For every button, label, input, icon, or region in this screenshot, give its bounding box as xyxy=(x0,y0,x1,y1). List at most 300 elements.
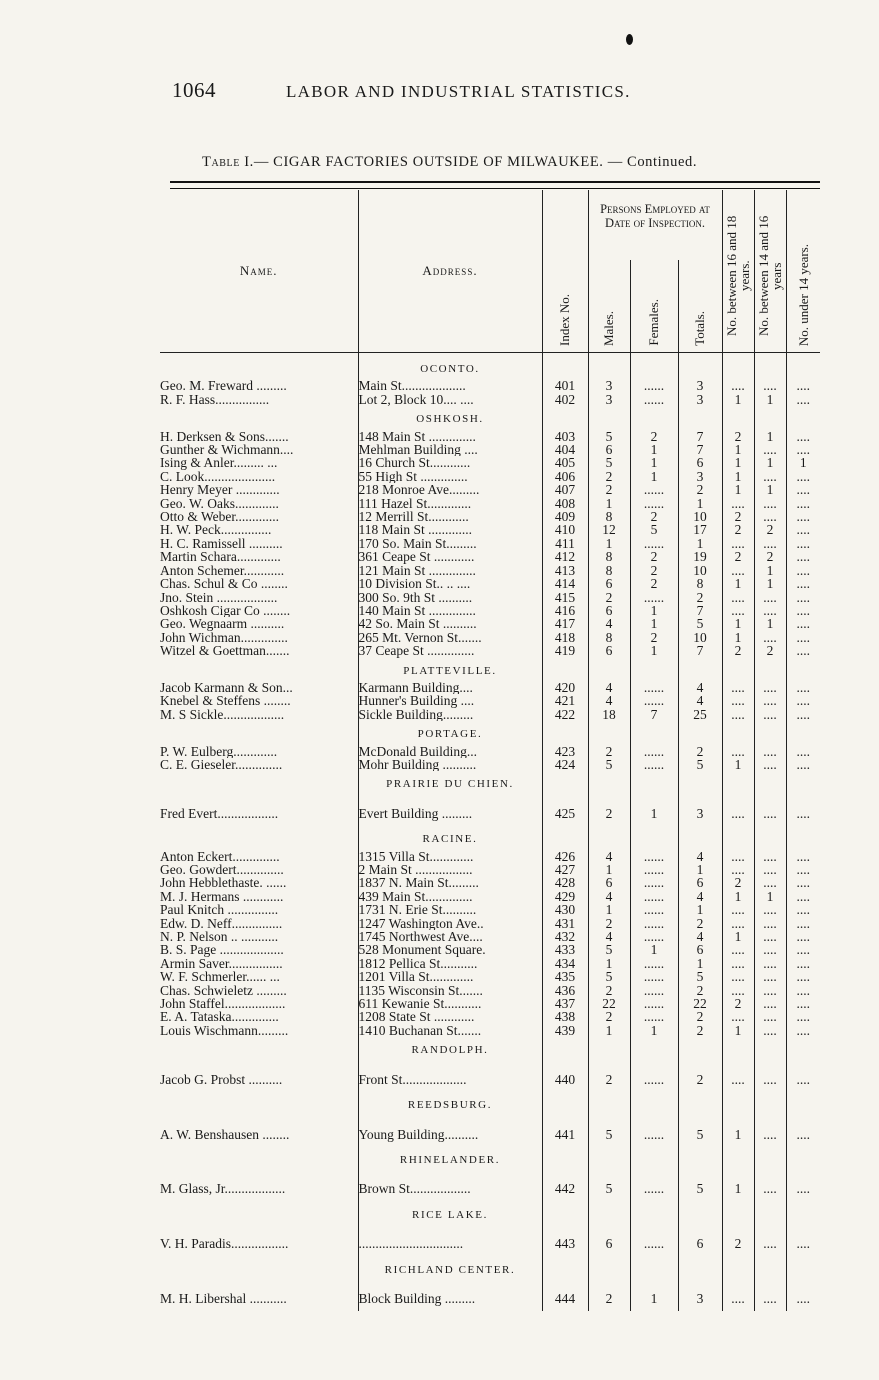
table-row xyxy=(160,984,820,997)
table-row xyxy=(160,1170,820,1201)
age-16-18-count: .... xyxy=(722,850,754,863)
factory-name: W. F. Schmerler...... ... xyxy=(160,970,358,983)
totals-count: 6 xyxy=(678,1225,722,1256)
totals-count: 3 xyxy=(678,470,722,483)
age-16-18-count: 1 xyxy=(722,1170,754,1201)
age-14-16-count: .... xyxy=(754,708,786,721)
factory-address: Young Building.......... xyxy=(358,1116,542,1147)
index-number: 415 xyxy=(542,591,588,604)
table-row xyxy=(160,456,820,469)
age-under-14-count: .... xyxy=(796,757,811,772)
age-16-18-count: 1 xyxy=(722,483,754,496)
table-row xyxy=(160,430,820,443)
age-16-18-count: .... xyxy=(722,591,754,604)
table-row xyxy=(160,917,820,930)
age-16-18-count: 1 xyxy=(722,758,754,771)
females-count: ...... xyxy=(630,997,678,1010)
totals-count: 2 xyxy=(678,1024,722,1037)
age-16-18-count: 2 xyxy=(722,523,754,536)
factory-name: Ising & Anler......... ... xyxy=(160,456,358,469)
section-heading: REEDSBURG. xyxy=(358,1092,542,1115)
females-count: 7 xyxy=(630,708,678,721)
factory-address: 1135 Wisconsin St....... xyxy=(358,984,542,997)
age-14-16-count: 2 xyxy=(754,523,786,536)
age-16-18-count: .... xyxy=(722,795,754,826)
females-count: ...... xyxy=(630,876,678,889)
index-number: 411 xyxy=(542,537,588,550)
factory-address: 118 Main St ............. xyxy=(358,523,542,536)
age-14-16-count: .... xyxy=(754,758,786,771)
totals-count: 2 xyxy=(678,1010,722,1023)
factory-address: 1208 State St ............ xyxy=(358,1010,542,1023)
running-title: LABOR AND INDUSTRIAL STATISTICS. xyxy=(286,82,631,101)
index-number: 404 xyxy=(542,443,588,456)
females-count: 1 xyxy=(630,644,678,657)
factory-name: Geo. Wegnaarm .......... xyxy=(160,617,358,630)
section-row xyxy=(160,1092,820,1115)
females-count: ...... xyxy=(630,1061,678,1092)
females-count: ...... xyxy=(630,930,678,943)
factory-address: 140 Main St .............. xyxy=(358,604,542,617)
totals-count: 5 xyxy=(678,970,722,983)
females-count: ...... xyxy=(630,957,678,970)
factory-address: 10 Division St.. .. .... xyxy=(358,577,542,590)
factory-name: A. W. Benshausen ........ xyxy=(160,1116,358,1147)
table-label: Table I. xyxy=(202,154,254,170)
table-row xyxy=(160,510,820,523)
factory-address: Evert Building ......... xyxy=(358,795,542,826)
factory-name: C. E. Gieseler.............. xyxy=(160,758,358,771)
females-count: ...... xyxy=(630,850,678,863)
age-14-16-count: .... xyxy=(754,876,786,889)
age-under-14-count: .... xyxy=(796,536,811,551)
males-count: 1 xyxy=(588,1024,630,1037)
age-16-18-count: .... xyxy=(722,957,754,970)
age-under-14-count: .... xyxy=(796,617,811,631)
males-count: 3 xyxy=(588,379,630,392)
females-count: ...... xyxy=(630,1170,678,1201)
age-16-18-count: 1 xyxy=(722,470,754,483)
age-16-18-count: .... xyxy=(722,1010,754,1023)
age-16-18-count: .... xyxy=(722,903,754,916)
females-count: ...... xyxy=(630,863,678,876)
age-under-14-count: .... xyxy=(796,863,811,877)
males-count: 4 xyxy=(588,617,630,630)
age-14-16-count: .... xyxy=(754,497,786,510)
section-row xyxy=(160,1037,820,1060)
totals-count: 5 xyxy=(678,1170,722,1201)
age-16-18-count: 2 xyxy=(722,430,754,443)
age-16-18-count: .... xyxy=(722,863,754,876)
factory-address: Mehlman Building .... xyxy=(358,443,542,456)
age-14-16-count: 1 xyxy=(754,564,786,577)
males-count: 2 xyxy=(588,917,630,930)
index-number: 421 xyxy=(542,694,588,707)
factory-address: 16 Church St............ xyxy=(358,456,542,469)
age-14-16-count: .... xyxy=(754,537,786,550)
factory-address: 1812 Pellica St........... xyxy=(358,957,542,970)
factory-name: P. W. Eulberg............. xyxy=(160,745,358,758)
age-under-14-count: .... xyxy=(796,590,811,604)
table-body xyxy=(160,353,820,1312)
section-row xyxy=(160,1147,820,1170)
factory-address: 121 Main St .............. xyxy=(358,564,542,577)
totals-count: 4 xyxy=(678,681,722,694)
age-under-14-count: .... xyxy=(796,630,811,645)
factory-name: Jacob Karmann & Son... xyxy=(160,681,358,694)
females-count: ...... xyxy=(630,483,678,496)
factory-address: Brown St.................. xyxy=(358,1170,542,1201)
males-count: 6 xyxy=(588,1225,630,1256)
males-count: 4 xyxy=(588,850,630,863)
age-under-14-count: .... xyxy=(796,983,811,998)
age-under-14-count: .... xyxy=(796,744,811,758)
index-number: 429 xyxy=(542,890,588,903)
index-number: 406 xyxy=(542,470,588,483)
age-16-18-count: 1 xyxy=(722,890,754,903)
index-number: 420 xyxy=(542,681,588,694)
males-count: 4 xyxy=(588,694,630,707)
age-14-16-count: .... xyxy=(754,943,786,956)
factory-name: C. Look..................... xyxy=(160,470,358,483)
totals-count: 3 xyxy=(678,379,722,392)
males-count: 6 xyxy=(588,604,630,617)
females-count: ...... xyxy=(630,681,678,694)
totals-count: 2 xyxy=(678,483,722,496)
totals-count: 2 xyxy=(678,745,722,758)
table-row xyxy=(160,957,820,970)
factory-name: N. P. Nelson .. ........... xyxy=(160,930,358,943)
index-number: 440 xyxy=(542,1061,588,1092)
factory-name: Knebel & Steffens ........ xyxy=(160,694,358,707)
table-row xyxy=(160,1225,820,1256)
factory-address: 439 Main St.............. xyxy=(358,890,542,903)
males-count: 2 xyxy=(588,1061,630,1092)
totals-count: 2 xyxy=(678,1061,722,1092)
age-16-18-count: 1 xyxy=(722,577,754,590)
index-number: 436 xyxy=(542,984,588,997)
males-count: 2 xyxy=(588,984,630,997)
table-row xyxy=(160,694,820,707)
factory-address: 1410 Buchanan St....... xyxy=(358,1024,542,1037)
females-count: 2 xyxy=(630,631,678,644)
table-row xyxy=(160,443,820,456)
age-under-14-count: .... xyxy=(796,1181,811,1197)
factory-name: Jacob G. Probst .......... xyxy=(160,1061,358,1092)
table-row xyxy=(160,497,820,510)
age-under-14-count: .... xyxy=(796,997,811,1011)
age-under-14-count: .... xyxy=(796,849,811,863)
males-count: 6 xyxy=(588,644,630,657)
factory-address: 55 High St .............. xyxy=(358,470,542,483)
age-16-18-count: .... xyxy=(722,970,754,983)
factory-name: H. Derksen & Sons....... xyxy=(160,430,358,443)
factory-address: Karmann Building.... xyxy=(358,681,542,694)
age-14-16-count: 1 xyxy=(754,890,786,903)
section-row xyxy=(160,1202,820,1225)
age-under-14-count: .... xyxy=(796,429,811,444)
index-number: 413 xyxy=(542,564,588,577)
factory-address: ............................... xyxy=(358,1225,542,1256)
index-number: 434 xyxy=(542,957,588,970)
age-16-18-count: .... xyxy=(722,604,754,617)
age-14-16-count: .... xyxy=(754,1225,786,1256)
table-row xyxy=(160,577,820,590)
females-count: 1 xyxy=(630,456,678,469)
age-14-16-count: .... xyxy=(754,917,786,930)
females-count: 5 xyxy=(630,523,678,536)
index-number: 414 xyxy=(542,577,588,590)
index-number: 442 xyxy=(542,1170,588,1201)
section-row xyxy=(160,406,820,429)
females-count: ...... xyxy=(630,745,678,758)
age-under-14-count: .... xyxy=(796,1236,811,1252)
age-16-18-count: 2 xyxy=(722,997,754,1010)
factory-name: John Wichman.............. xyxy=(160,631,358,644)
females-count: 1 xyxy=(630,1024,678,1037)
totals-count: 6 xyxy=(678,876,722,889)
index-number: 443 xyxy=(542,1225,588,1256)
factory-address: 12 Merrill St............ xyxy=(358,510,542,523)
totals-count: 2 xyxy=(678,917,722,930)
females-count: 1 xyxy=(630,1280,678,1311)
factory-address: 361 Ceape St ............ xyxy=(358,550,542,563)
index-number: 441 xyxy=(542,1116,588,1147)
table-row xyxy=(160,591,820,604)
index-number: 422 xyxy=(542,708,588,721)
age-under-14-count: .... xyxy=(796,707,811,722)
index-number: 433 xyxy=(542,943,588,956)
age-14-16-count: .... xyxy=(754,379,786,392)
totals-count: 1 xyxy=(678,537,722,550)
males-count: 4 xyxy=(588,890,630,903)
males-count: 5 xyxy=(588,430,630,443)
index-number: 444 xyxy=(542,1280,588,1311)
section-heading: OSHKOSH. xyxy=(358,406,542,429)
header-totals: Totals. xyxy=(678,260,722,353)
index-number: 409 xyxy=(542,510,588,523)
top-rule xyxy=(170,181,820,189)
age-14-16-count: .... xyxy=(754,997,786,1010)
males-count: 5 xyxy=(588,970,630,983)
totals-count: 2 xyxy=(678,591,722,604)
age-under-14-count: .... xyxy=(796,956,811,971)
males-count: 8 xyxy=(588,564,630,577)
factory-name: E. A. Tataska.............. xyxy=(160,1010,358,1023)
males-count: 1 xyxy=(588,863,630,876)
table-row xyxy=(160,617,820,630)
index-number: 431 xyxy=(542,917,588,930)
females-count: ...... xyxy=(630,497,678,510)
factory-name: Oshkosh Cigar Co ........ xyxy=(160,604,358,617)
females-count: 2 xyxy=(630,577,678,590)
table-row xyxy=(160,903,820,916)
females-count: 1 xyxy=(630,470,678,483)
males-count: 22 xyxy=(588,997,630,1010)
age-14-16-count: 2 xyxy=(754,550,786,563)
totals-count: 10 xyxy=(678,631,722,644)
females-count: ...... xyxy=(630,1116,678,1147)
factory-address: 1201 Villa St............. xyxy=(358,970,542,983)
age-16-18-count: .... xyxy=(722,745,754,758)
factory-name: Edw. D. Neff............... xyxy=(160,917,358,930)
table-row xyxy=(160,1061,820,1092)
age-14-16-count: .... xyxy=(754,970,786,983)
factory-address: 148 Main St .............. xyxy=(358,430,542,443)
males-count: 2 xyxy=(588,1280,630,1311)
females-count: ...... xyxy=(630,1010,678,1023)
males-count: 1 xyxy=(588,903,630,916)
males-count: 1 xyxy=(588,537,630,550)
factory-name: M. S Sickle.................. xyxy=(160,708,358,721)
age-16-18-count: .... xyxy=(722,943,754,956)
totals-count: 4 xyxy=(678,850,722,863)
section-heading: RICHLAND CENTER. xyxy=(358,1257,542,1280)
totals-count: 4 xyxy=(678,890,722,903)
factory-name: M. H. Libershal ........... xyxy=(160,1280,358,1311)
age-under-14-count: .... xyxy=(796,379,811,393)
age-14-16-count: .... xyxy=(754,863,786,876)
age-under-14-count: .... xyxy=(796,805,811,821)
age-14-16-count: .... xyxy=(754,510,786,523)
factory-name: Paul Knitch ............... xyxy=(160,903,358,916)
males-count: 8 xyxy=(588,510,630,523)
index-number: 432 xyxy=(542,930,588,943)
ink-mark xyxy=(626,34,633,45)
factory-name: Anton Eckert.............. xyxy=(160,850,358,863)
table-row xyxy=(160,876,820,889)
index-number: 425 xyxy=(542,795,588,826)
table-row xyxy=(160,943,820,956)
females-count: ...... xyxy=(630,393,678,406)
factory-name: John Hebblethaste. ...... xyxy=(160,876,358,889)
table-row xyxy=(160,1116,820,1147)
index-number: 423 xyxy=(542,745,588,758)
males-count: 5 xyxy=(588,1170,630,1201)
factory-address: 1837 N. Main St......... xyxy=(358,876,542,889)
age-16-18-count: .... xyxy=(722,708,754,721)
factory-address: 170 So. Main St......... xyxy=(358,537,542,550)
table-row xyxy=(160,758,820,771)
age-14-16-count: .... xyxy=(754,850,786,863)
age-16-18-count: 1 xyxy=(722,456,754,469)
age-16-18-count: 2 xyxy=(722,876,754,889)
age-under-14-count: .... xyxy=(796,510,811,524)
age-14-16-count: .... xyxy=(754,1024,786,1037)
index-number: 430 xyxy=(542,903,588,916)
factory-address: 2 Main St ................. xyxy=(358,863,542,876)
females-count: ...... xyxy=(630,379,678,392)
section-row xyxy=(160,721,820,744)
age-16-18-count: .... xyxy=(722,564,754,577)
section-row xyxy=(160,1257,820,1280)
totals-count: 3 xyxy=(678,795,722,826)
age-16-18-count: 1 xyxy=(722,1116,754,1147)
factory-address: Mohr Building .......... xyxy=(358,758,542,771)
age-16-18-count: 2 xyxy=(722,644,754,657)
age-under-14-count: .... xyxy=(796,483,811,497)
table-row xyxy=(160,795,820,826)
index-number: 427 xyxy=(542,863,588,876)
section-row xyxy=(160,353,820,380)
totals-count: 7 xyxy=(678,443,722,456)
age-under-14-count: .... xyxy=(796,970,811,984)
section-row xyxy=(160,658,820,681)
males-count: 2 xyxy=(588,745,630,758)
factory-address: 1745 Northwest Ave.... xyxy=(358,930,542,943)
section-heading: RACINE. xyxy=(358,826,542,849)
age-14-16-count: 1 xyxy=(754,430,786,443)
age-14-16-count: .... xyxy=(754,1010,786,1023)
age-16-18-count: 2 xyxy=(722,1225,754,1256)
page-number: 1064 xyxy=(172,78,216,102)
totals-count: 4 xyxy=(678,930,722,943)
index-number: 424 xyxy=(542,758,588,771)
header-females: Females. xyxy=(630,260,678,353)
factory-address: McDonald Building... xyxy=(358,745,542,758)
index-number: 416 xyxy=(542,604,588,617)
age-14-16-count: .... xyxy=(754,930,786,943)
age-16-18-count: .... xyxy=(722,681,754,694)
factory-name: Louis Wischmann......... xyxy=(160,1024,358,1037)
table-row xyxy=(160,708,820,721)
age-under-14-count: .... xyxy=(796,943,811,957)
factory-name: Witzel & Goettman....... xyxy=(160,644,358,657)
section-heading: PORTAGE. xyxy=(358,721,542,744)
age-under-14-count: .... xyxy=(796,577,811,591)
age-under-14-count: .... xyxy=(796,469,811,484)
factory-name: John Staffel.................. xyxy=(160,997,358,1010)
section-heading: RICE LAKE. xyxy=(358,1202,542,1225)
table-row xyxy=(160,604,820,617)
factory-name: M. J. Hermans ............ xyxy=(160,890,358,903)
males-count: 6 xyxy=(588,876,630,889)
age-16-18-count: 1 xyxy=(722,930,754,943)
age-under-14-count: .... xyxy=(796,644,811,658)
females-count: 2 xyxy=(630,430,678,443)
age-14-16-count: .... xyxy=(754,745,786,758)
males-count: 8 xyxy=(588,631,630,644)
index-number: 402 xyxy=(542,393,588,406)
header-address: Address. xyxy=(358,190,542,353)
totals-count: 2 xyxy=(678,984,722,997)
age-14-16-count: 1 xyxy=(754,456,786,469)
section-heading: RANDOLPH. xyxy=(358,1037,542,1060)
factory-address: Front St................... xyxy=(358,1061,542,1092)
age-under-14-count: .... xyxy=(796,916,811,931)
factory-name: Martin Schara............. xyxy=(160,550,358,563)
totals-count: 5 xyxy=(678,1116,722,1147)
factory-name: Armin Saver................ xyxy=(160,957,358,970)
factory-address: 528 Monument Square. xyxy=(358,943,542,956)
totals-count: 7 xyxy=(678,604,722,617)
females-count: ...... xyxy=(630,890,678,903)
index-number: 426 xyxy=(542,850,588,863)
factory-address: 111 Hazel St............. xyxy=(358,497,542,510)
header-age-14-16: No. between 14 and 16 years xyxy=(754,190,786,353)
totals-count: 17 xyxy=(678,523,722,536)
age-14-16-count: .... xyxy=(754,604,786,617)
females-count: 2 xyxy=(630,564,678,577)
males-count: 2 xyxy=(588,795,630,826)
females-count: 1 xyxy=(630,943,678,956)
age-14-16-count: .... xyxy=(754,795,786,826)
age-under-14-count: .... xyxy=(796,694,811,708)
totals-count: 10 xyxy=(678,564,722,577)
females-count: ...... xyxy=(630,917,678,930)
females-count: ...... xyxy=(630,758,678,771)
totals-count: 8 xyxy=(678,577,722,590)
